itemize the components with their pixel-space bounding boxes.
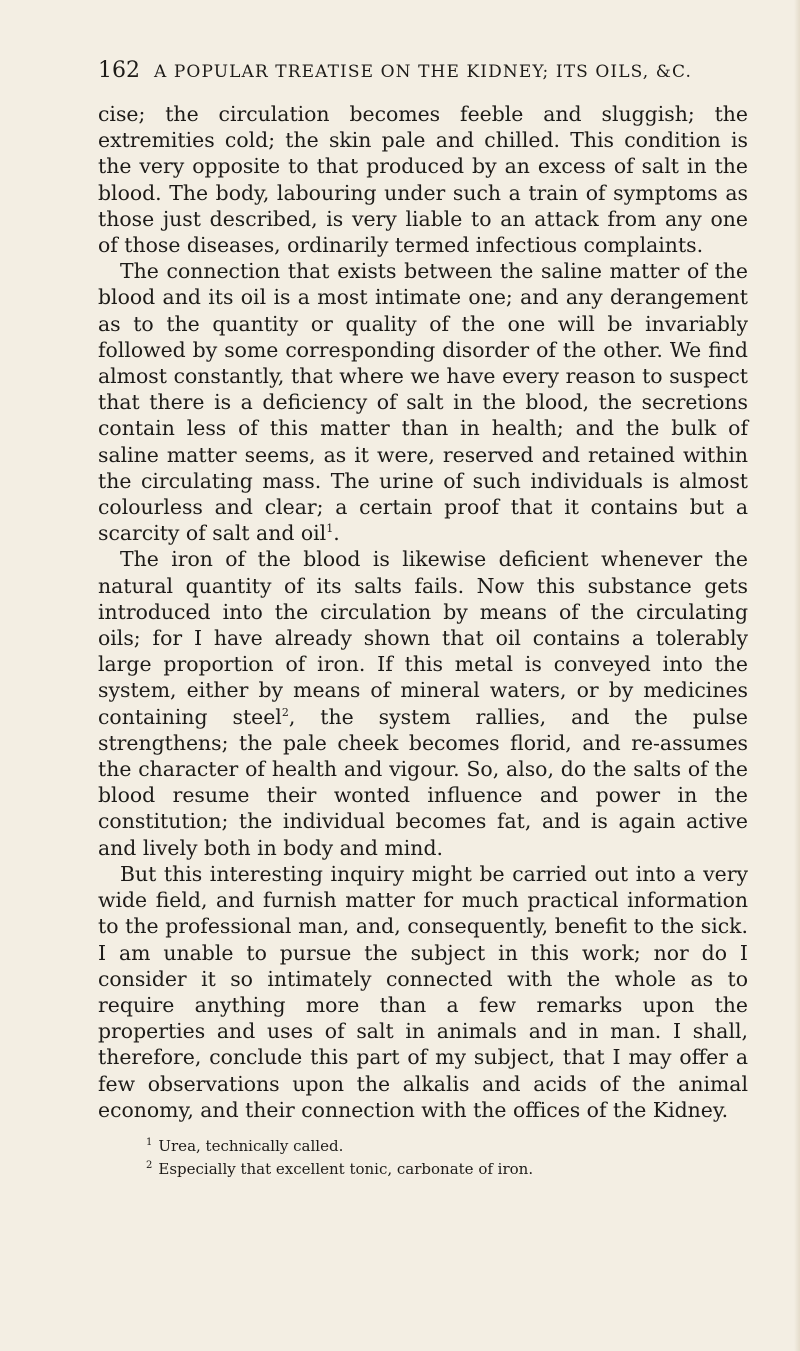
footnote-ref[interactable]: 1 <box>326 522 334 536</box>
footnote-ref[interactable]: 2 <box>281 705 289 719</box>
footnote-mark: 1 <box>146 1136 153 1148</box>
running-title: A POPULAR TREATISE ON THE KIDNEY; ITS OILS, &C. <box>154 62 693 82</box>
running-head <box>98 58 748 83</box>
page-number: 162 <box>98 58 140 83</box>
book-page <box>98 58 748 1179</box>
footnote: $^1$ Urea, technically called. <box>146 1136 344 1155</box>
paragraph: cise; the circulation becomes feeble and sluggish; the extremities cold; the skin pale and chilled. This condition is the very opposite to that produced by an excess of salt in the blood. The body, labouring under such a train of symptoms as those just described, is very liable to an attack from any one of those diseases, ordinarily termed infectious complaints. <box>98 102 748 258</box>
footnotes <box>98 1133 748 1179</box>
footnote-mark: 2 <box>146 1159 153 1171</box>
footnote: $^2$ Especially that excellent tonic, carbonate of iron. <box>146 1159 534 1178</box>
paragraph: But this interesting inquiry might be carried out into a very wide field, and furnish matter for much practical information to the professional man, and, consequently, benefit to the sick. I am unable to pursue the subject in this work; nor do I consider it so intimately connected with the whole as to require anything more than a few remarks upon the properties and uses of salt in animals and in man. I shall, therefore, conclude this part of my subject, that I may offer a few observations upon the alkalis and acids of the animal economy, and their connection with the offices of the Kidney. <box>98 861 748 1122</box>
body-text <box>98 101 748 1123</box>
paragraph: The iron of the blood is likewise deficient whenever the natural quantity of its salts fails. Now this substance gets introduced into the circulation by means of the circulating oils; for I have already shown that oil contains a tolerably large proportion of iron. If this metal is conveyed into the system, either by means of mineral waters, or by medicines containing steel$^2$, the system rallies, and the pulse strengthens; the pale cheek becomes florid, and re-assumes the character of health and vigour. So, also, do the salts of the blood resume their wonted influence and power in the constitution; the individual becomes fat, and is again active and lively both in body and mind. <box>98 547 748 860</box>
paragraph: The connection that exists between the saline matter of the blood and its oil is a most intimate one; and any derangement as to the quantity or quality of the one will be invariably followed by some corresponding disorder of the other. We find almost constantly, that where we have every reason to suspect that there is a deficiency of salt in the blood, the secretions contain less of this matter than in health; and the bulk of saline matter seems, as it were, reserved and retained within the circulating mass. The urine of such individuals is almost colourless and clear; a certain proof that it contains but a scarcity of salt and oil$^1$. <box>98 259 748 546</box>
page-edge-shadow <box>794 0 800 1351</box>
